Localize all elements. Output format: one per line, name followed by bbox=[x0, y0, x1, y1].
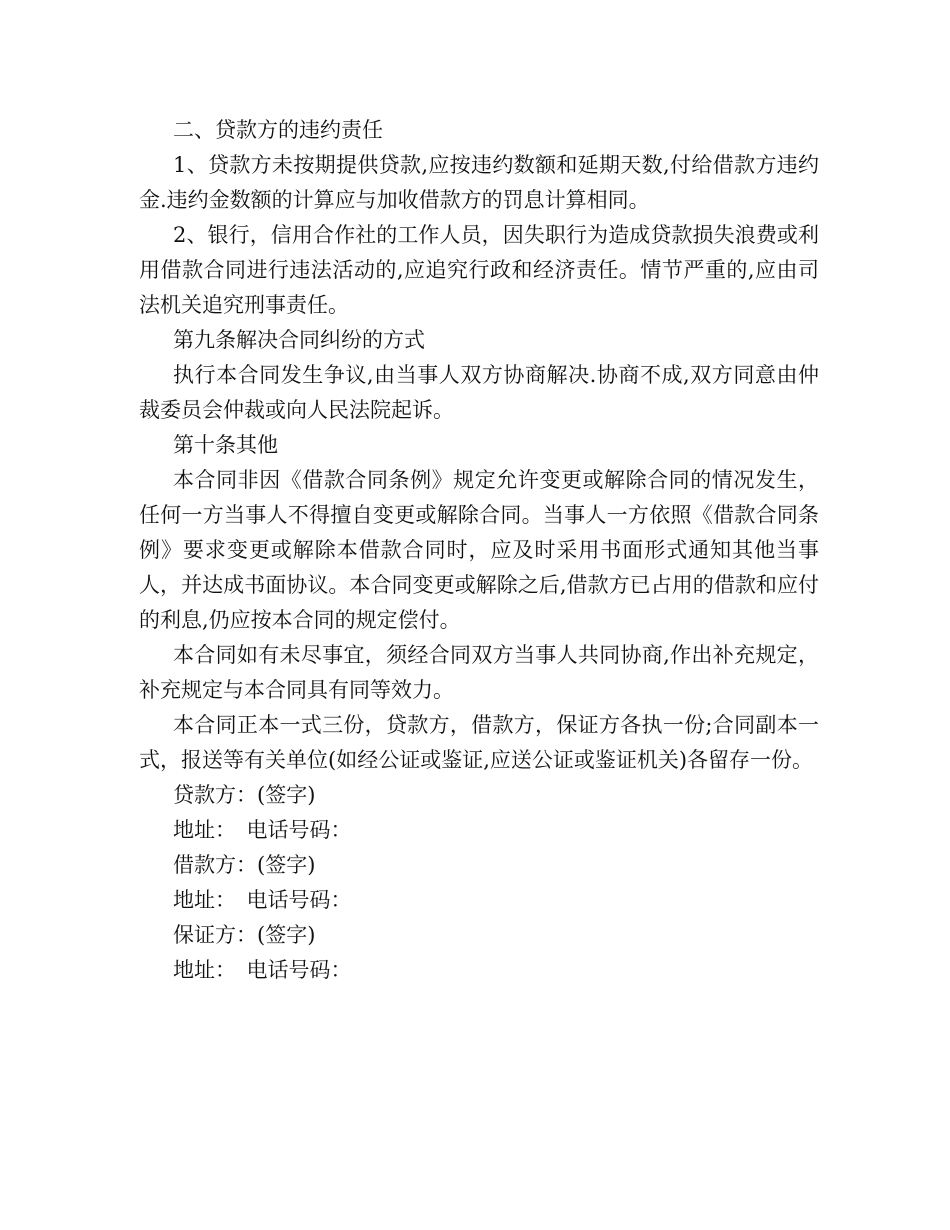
paragraph: 2、银行，信用合作社的工作人员，因失职行为造成贷款损失浪费或利用借款合同进行违法活动的,应追究行政和经济责任。情节严重的,应由司法机关追究刑事责任。 bbox=[139, 223, 819, 317]
address-phone-line-lender: 地址： 电话号码： bbox=[173, 818, 352, 842]
paragraph: 本合同正本一式三份，贷款方，借款方，保证方各执一份;合同副本一式，报送等有关单位(如经公证或鉴证,应送公证或鉴证机关)各留存一份。 bbox=[139, 713, 819, 772]
document-body bbox=[139, 113, 819, 988]
address-phone-line-guarantor: 地址： 电话号码： bbox=[173, 958, 352, 982]
paragraph: 本合同如有未尽事宜，须经合同双方当事人共同协商,作出补充规定，补充规定与本合同具有同等效力。 bbox=[139, 643, 819, 702]
signature-line-lender: 贷款方：(签字) bbox=[173, 783, 316, 807]
article-heading-other: 第十条其他 bbox=[173, 433, 278, 457]
paragraph: 本合同非因《借款合同条例》规定允许变更或解除合同的情况发生，任何一方当事人不得擅自变更或解除合同。当事人一方依照《借款合同条例》要求变更或解除本借款合同时，应及时采用书面形式通知其他当事人，并达成书面协议。本合同变更或解除之后,借款方已占用的借款和应付的利息,仍应按本合同的规定偿付。 bbox=[139, 468, 819, 632]
section-heading-lender-liability: 二、贷款方的违约责任 bbox=[173, 118, 383, 142]
signature-line-guarantor: 保证方：(签字) bbox=[173, 923, 316, 947]
paragraph: 1、贷款方未按期提供贷款,应按违约数额和延期天数,付给借款方违约金.违约金数额的计算应与加收借款方的罚息计算相同。 bbox=[139, 153, 819, 212]
address-phone-line-borrower: 地址： 电话号码： bbox=[173, 888, 352, 912]
article-heading-dispute-resolution: 第九条解决合同纠纷的方式 bbox=[173, 328, 425, 352]
signature-line-borrower: 借款方：(签字) bbox=[173, 853, 316, 877]
paragraph: 执行本合同发生争议,由当事人双方协商解决.协商不成,双方同意由仲裁委员会仲裁或向人民法院起诉。 bbox=[139, 363, 819, 422]
